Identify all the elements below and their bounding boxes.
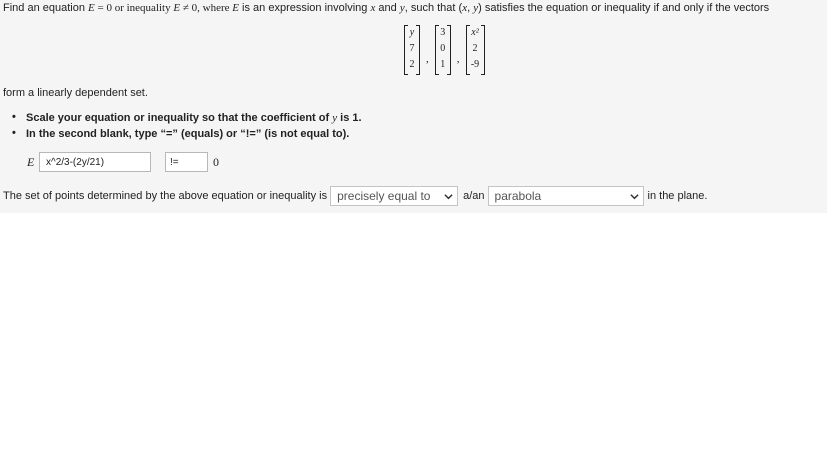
article-text: a/an (463, 190, 485, 202)
vector-2-entry: 0 (440, 43, 446, 54)
plane-text: in the plane. (647, 190, 708, 202)
vector-1 (404, 25, 420, 75)
shape-value: parabola (494, 189, 542, 203)
instruction-list (12, 111, 362, 143)
vector-3 (466, 25, 485, 75)
vector-2 (435, 25, 451, 75)
question-prompt: Find an equation E = 0 or inequality E ≠ 0, where E is an expression involving x and y, such that (x, y) satisfies the equation or inequality if and only if the vectors (3, 2, 770, 14)
vector-2-entry: 3 (440, 27, 446, 38)
vector-3-entry: x² (471, 27, 479, 38)
relation-type-select[interactable] (330, 186, 458, 206)
relation-type-value: precisely equal to (337, 189, 431, 203)
set-row-text: The set of points determined by the above equation or inequality is (3, 190, 328, 202)
instruction-item: • In the second blank, type “=” (equals) or “!=” (is not equal to). (12, 127, 350, 140)
chevron-down-icon (444, 192, 453, 201)
vector-set (402, 25, 487, 75)
relation-input[interactable] (165, 152, 208, 172)
shape-select[interactable] (488, 186, 644, 206)
bullet-icon: • (12, 111, 16, 123)
vector-1-entry: 7 (409, 43, 415, 54)
equation-label: E (27, 155, 35, 169)
vector-separator: , (456, 53, 460, 65)
bullet-icon: • (12, 127, 16, 139)
set-classification-row (3, 186, 707, 206)
vector-3-entry: 2 (472, 43, 478, 54)
chevron-down-icon (630, 192, 639, 201)
expression-input[interactable] (39, 152, 151, 172)
dependent-set-text: form a linearly dependent set. (3, 87, 148, 99)
vector-3-entry: -9 (470, 59, 480, 70)
vector-1-entry: 2 (409, 59, 415, 70)
vector-1-entry: y (409, 27, 415, 38)
instruction-item: • Scale your equation or inequality so that the coefficient of y is 1. (12, 111, 362, 124)
equation-rhs: 0 (213, 155, 219, 169)
vector-2-entry: 1 (440, 59, 446, 70)
vector-separator: , (426, 53, 429, 65)
